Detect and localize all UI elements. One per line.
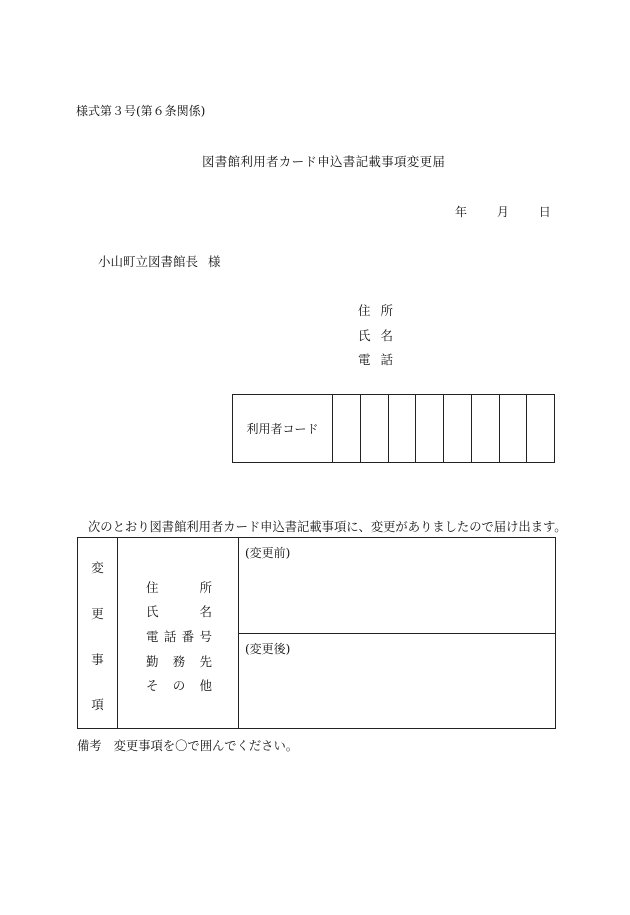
change-item-address[interactable] — [146, 578, 212, 596]
user-code-cell[interactable] — [527, 395, 554, 462]
user-code-cell[interactable] — [416, 395, 444, 462]
user-code-cell[interactable] — [361, 395, 389, 462]
change-details-column — [239, 538, 555, 728]
user-code-cell[interactable] — [444, 395, 472, 462]
addressee-honorific: 様 — [208, 254, 221, 269]
after-change-field[interactable] — [239, 634, 555, 728]
item-char: 所 — [199, 580, 212, 595]
after-change-label: (変更後) — [245, 642, 291, 656]
change-item-workplace[interactable] — [146, 652, 212, 670]
user-code-cell[interactable] — [333, 395, 361, 462]
user-code-cell[interactable] — [500, 395, 528, 462]
date-month-label: 月 — [496, 205, 509, 219]
item-char: 号 — [199, 629, 212, 644]
changes-vertical-header — [78, 538, 118, 728]
before-change-field[interactable] — [239, 538, 555, 634]
user-code-cell[interactable] — [389, 395, 417, 462]
change-item-other[interactable] — [146, 676, 212, 694]
change-item-name[interactable] — [146, 602, 212, 620]
date-year-label: 年 — [455, 205, 468, 219]
item-char: 先 — [199, 654, 212, 669]
declaration-statement: 次のとおり図書館利用者カード申込書記載事項に、変更がありましたので届け出ます。 — [88, 520, 567, 534]
applicant-name-label: 氏名 — [358, 328, 404, 343]
changes-table — [77, 537, 556, 729]
before-change-label: (変更前) — [245, 546, 291, 560]
remarks-label: 備考 — [77, 739, 102, 753]
item-char: 勤 — [146, 654, 159, 669]
form-number: 様式第３号(第６条関係) — [76, 104, 206, 118]
remarks-text: 変更事項を〇で囲んでください。 — [113, 739, 299, 753]
change-item-phone[interactable] — [146, 627, 212, 645]
applicant-phone-label: 電話 — [358, 352, 404, 367]
item-char: 電 — [146, 629, 159, 644]
item-char: そ — [146, 678, 159, 693]
date-line — [455, 203, 551, 220]
addressee-name: 小山町立図書館長 — [98, 254, 199, 269]
item-char: 話 — [163, 629, 177, 644]
vertical-label-char: 事 — [91, 652, 104, 667]
remarks — [77, 736, 298, 754]
change-items-column — [118, 538, 239, 728]
vertical-label-char: 更 — [91, 606, 104, 621]
item-char: 番 — [181, 629, 195, 644]
addressee — [98, 252, 221, 270]
user-code-cell[interactable] — [472, 395, 500, 462]
document-title: 図書館利用者カード申込書記載事項変更届 — [202, 154, 446, 169]
item-char: 務 — [172, 654, 186, 669]
item-char: 名 — [199, 604, 212, 619]
date-day-label: 日 — [538, 205, 551, 219]
user-code-label: 利用者コード — [233, 395, 333, 462]
item-char: 住 — [146, 580, 159, 595]
vertical-label-char: 変 — [91, 560, 104, 575]
vertical-label-char: 項 — [91, 697, 104, 712]
item-char: 他 — [199, 678, 212, 693]
item-char: の — [172, 678, 186, 693]
item-char: 氏 — [146, 604, 159, 619]
user-code-box — [232, 394, 555, 463]
applicant-address-label: 住所 — [358, 303, 404, 318]
